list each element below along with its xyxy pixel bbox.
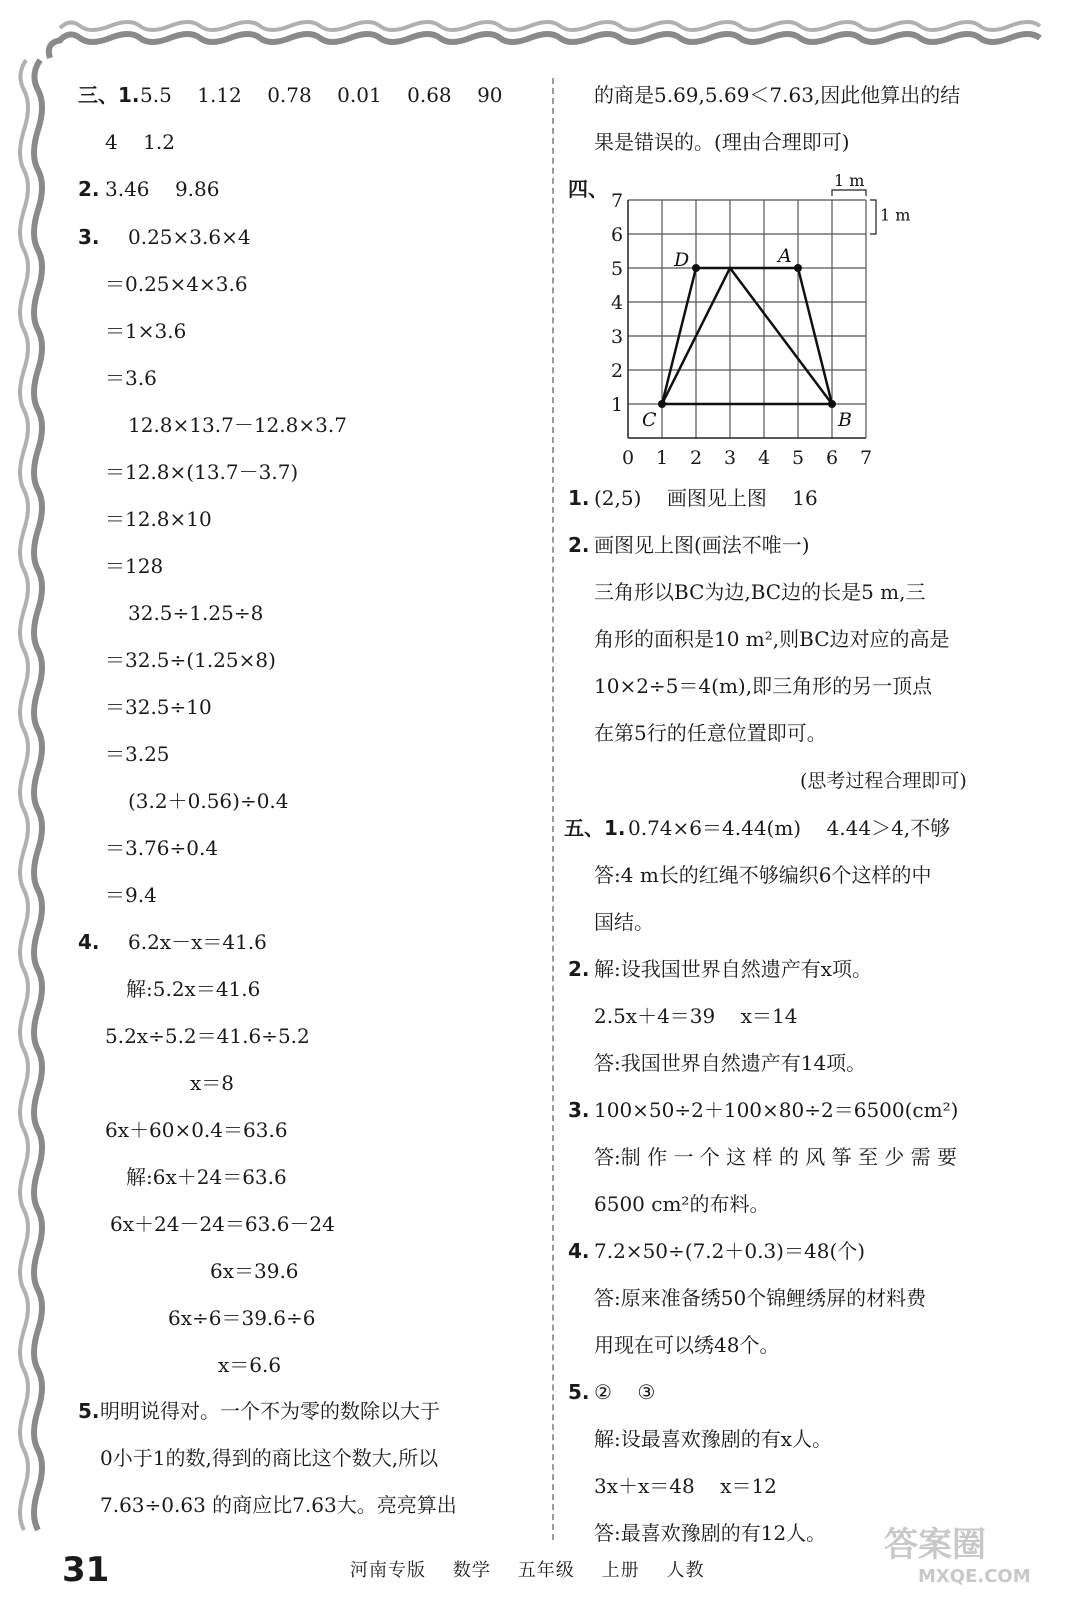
q4-line: 解:6x＋24＝63.6	[126, 1165, 287, 1189]
s5-q3-line: 100×50÷2＋100×80÷2＝6500(cm²)	[594, 1098, 959, 1122]
y-tick-label: 6	[611, 224, 624, 246]
q3-line: ＝3.76÷0.4	[105, 836, 219, 860]
q5-line: 0小于1的数,得到的商比这个数大,所以	[100, 1446, 439, 1470]
s5-q5-line: ② ③	[594, 1380, 656, 1404]
x-tick-label: 6	[826, 447, 839, 469]
y-tick-label: 4	[611, 292, 624, 314]
watermark-logo	[878, 1516, 1058, 1588]
x-tick-label: 1	[656, 447, 669, 469]
q3-line: 0.25×3.6×4	[128, 225, 251, 249]
q4-number: 4.	[78, 930, 100, 954]
x-tick-label: 3	[724, 447, 737, 469]
q3-number: 3.	[78, 225, 100, 249]
s4-q2-line: 画图见上图(画法不唯一)	[594, 533, 810, 557]
point-D	[692, 264, 700, 272]
s5-q1-line: 国结。	[594, 910, 654, 934]
q3-line: 12.8×13.7－12.8×3.7	[128, 413, 347, 437]
y-tick-label: 3	[611, 326, 624, 348]
s5-q1-line: 答:4 m长的红绳不够编织6个这样的中	[594, 863, 932, 887]
s5-q1-number: 五、1.	[564, 816, 626, 840]
q4-line: x＝8	[190, 1071, 235, 1095]
q3-line: ＝12.8×(13.7－3.7)	[105, 460, 299, 484]
unit-x-brace	[832, 190, 866, 196]
s4-q2-line: 角形的面积是10 m²,则BC边对应的高是	[594, 627, 950, 651]
s4-q2-number: 2.	[568, 533, 590, 557]
q4-line: 解:5.2x＝41.6	[126, 977, 261, 1001]
cont-line: 的商是5.69,5.69＜7.63,因此他算出的结	[594, 83, 961, 107]
s5-q4-number: 4.	[568, 1239, 590, 1263]
point-C	[658, 400, 666, 408]
watermark-line2: MXQE.COM	[918, 1566, 1031, 1587]
unit-y-brace	[870, 200, 876, 234]
footer-text: 河南专版 数学 五年级 上册 人教	[350, 1560, 705, 1581]
s5-q1-line: 0.74×6＝4.44(m) 4.44＞4,不够	[628, 816, 951, 840]
q3-line: ＝9.4	[105, 883, 157, 907]
s5-q5-line: 3x＋x＝48 x＝12	[594, 1474, 777, 1498]
q3-line: (3.2＋0.56)÷0.4	[128, 789, 289, 813]
x-tick-label: 0	[622, 447, 635, 469]
y-tick-label: 2	[611, 360, 624, 382]
s5-q2-number: 2.	[568, 957, 590, 981]
q3-line: ＝3.25	[105, 742, 170, 766]
cont-line: 果是错误的。(理由合理即可)	[594, 130, 850, 154]
q4-line: 6.2x－x＝41.6	[128, 930, 267, 954]
y-tick-label: 1	[611, 394, 624, 416]
unit-x-label: 1 m	[834, 171, 865, 190]
s4-note: (思考过程合理即可)	[800, 770, 967, 792]
q3-line: ＝3.6	[105, 366, 157, 390]
grid-svg	[610, 171, 911, 478]
point-B	[828, 400, 836, 408]
y-tick-label: 5	[611, 258, 624, 280]
s5-q4-line: 用现在可以绣48个。	[594, 1333, 780, 1357]
q3-line: ＝128	[105, 554, 164, 578]
unit-y-label: 1 m	[880, 205, 911, 225]
q3-line: ＝12.8×10	[105, 507, 212, 531]
s5-q2-line: 解:设我国世界自然遗产有x项。	[594, 957, 873, 981]
s5-q4-line: 7.2×50÷(7.2＋0.3)＝48(个)	[594, 1239, 866, 1263]
s4-q2-line: 在第5行的任意位置即可。	[594, 721, 827, 745]
section4-label: 四、	[568, 177, 608, 201]
section3-q1-number: 三、1.	[78, 83, 140, 107]
point-label-B: B	[838, 409, 852, 431]
watermark-line1: 答案圈	[884, 1525, 986, 1565]
s5-q5-number: 5.	[568, 1380, 590, 1404]
s3-q1-line1: 5.5 1.12 0.78 0.01 0.68 90	[140, 83, 503, 107]
s5-q3-line: 6500 cm²的布料。	[594, 1192, 770, 1216]
q5-number: 5.	[78, 1399, 100, 1423]
q4-line: x＝6.6	[218, 1353, 282, 1377]
q4-line: 6x÷6＝39.6÷6	[168, 1306, 316, 1330]
q3-line: 32.5÷1.25÷8	[128, 601, 264, 625]
s5-q3-number: 3.	[568, 1098, 590, 1122]
q3-line: ＝32.5÷10	[105, 695, 212, 719]
column-divider	[552, 78, 554, 1540]
s3-q1-line2: 4 1.2	[105, 130, 175, 154]
s5-q2-line: 答:我国世界自然遗产有14项。	[594, 1051, 867, 1075]
q5-line: 7.63÷0.63 的商应比7.63大。亮亮算出	[100, 1493, 457, 1517]
point-A	[794, 264, 802, 272]
x-tick-label: 4	[758, 447, 771, 469]
q3-line: ＝32.5÷(1.25×8)	[105, 648, 276, 672]
x-tick-label: 2	[690, 447, 703, 469]
q4-line: 5.2x÷5.2＝41.6÷5.2	[105, 1024, 310, 1048]
point-label-A: A	[778, 245, 792, 267]
s5-q2-line: 2.5x＋4＝39 x＝14	[594, 1004, 798, 1028]
y-tick-label: 7	[611, 190, 624, 212]
coordinate-grid	[610, 171, 911, 478]
s4-q2-line: 10×2÷5＝4(m),即三角形的另一顶点	[594, 674, 933, 698]
s4-q1-line: (2,5) 画图见上图 16	[594, 486, 818, 510]
s5-q5-line: 解:设最喜欢豫剧的有x人。	[594, 1427, 833, 1451]
q3-line: ＝0.25×4×3.6	[105, 272, 248, 296]
s5-q4-line: 答:原来准备绣50个锦鲤绣屏的材料费	[594, 1286, 927, 1310]
x-tick-label: 5	[792, 447, 805, 469]
point-label-C: C	[642, 409, 657, 431]
s4-q1-number: 1.	[568, 486, 590, 510]
q4-line: 6x＋60×0.4＝63.6	[105, 1118, 288, 1142]
point-label-D: D	[674, 249, 690, 271]
s5-q3-line: 答:制 作 一 个 这 样 的 风 筝 至 少 需 要	[594, 1145, 958, 1169]
q2-number: 2.	[78, 177, 100, 201]
q4-line: 6x＝39.6	[210, 1259, 299, 1283]
q5-line: 明明说得对。一个不为零的数除以大于	[100, 1399, 440, 1423]
q3-line: ＝1×3.6	[105, 319, 187, 343]
q2-line: 3.46 9.86	[105, 177, 220, 201]
s5-q5-line: 答:最喜欢豫剧的有12人。	[594, 1521, 827, 1545]
x-tick-label: 7	[860, 447, 873, 469]
s4-q2-line: 三角形以BC为边,BC边的长是5 m,三	[594, 580, 926, 604]
page-number: 31	[62, 1550, 110, 1590]
q4-line: 6x＋24－24＝63.6－24	[110, 1212, 335, 1236]
